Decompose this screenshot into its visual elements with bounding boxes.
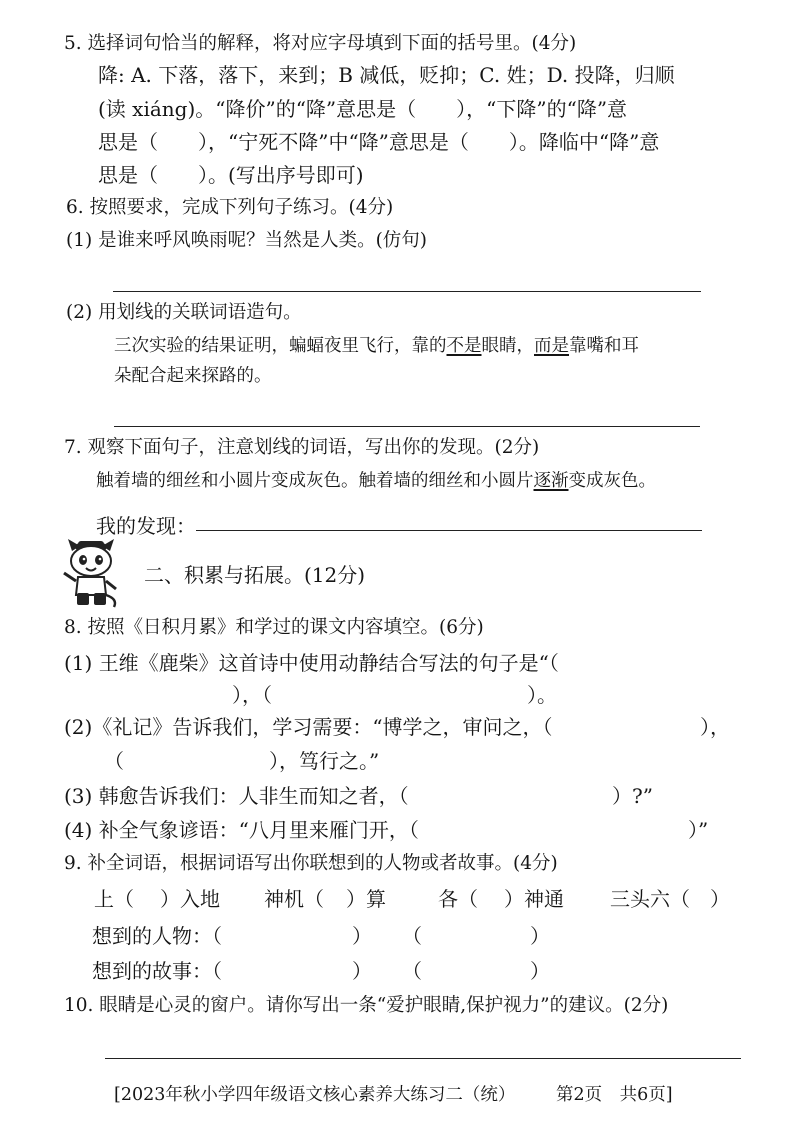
q8-item1-blank-a: ），（ bbox=[232, 683, 272, 707]
q8-item1-blank-b: ）。 bbox=[527, 683, 557, 707]
q9-word-3-end: ）神通 bbox=[504, 887, 564, 911]
q7-underlined-word: 逐渐 bbox=[533, 471, 569, 491]
footer-exam-title: [2023年秋小学四年级语文核心素养大练习二（统） bbox=[114, 1085, 516, 1105]
q7-answer-line[interactable] bbox=[196, 530, 702, 531]
q9-word-1-end: ）入地 bbox=[160, 887, 220, 911]
q9-stories-open-2: （ bbox=[402, 959, 422, 983]
q9-people-close-1: ） bbox=[352, 924, 372, 948]
q9-word-3-start: 各（ bbox=[438, 887, 478, 911]
q8-item1: (1) 王维《鹿柴》这首诗中使用动静结合写法的句子是“（ bbox=[64, 651, 559, 675]
q9-people-row bbox=[92, 924, 550, 948]
q6-sentence-b: 眼睛， bbox=[481, 336, 534, 356]
q8-item4: (4) 补全气象谚语：“八月里来雁门开，（ bbox=[64, 818, 419, 842]
footer-divider bbox=[105, 1058, 741, 1059]
q9-word-2 bbox=[264, 887, 386, 911]
q9-word-1 bbox=[94, 887, 220, 911]
cartoon-cat-mascot-icon bbox=[58, 537, 124, 609]
q9-word-2-end: ）算 bbox=[346, 887, 386, 911]
q8-item2-end: ）， bbox=[700, 715, 730, 739]
q7-my-finding-label: 我的发现： bbox=[96, 514, 196, 538]
q8-item1-blanks bbox=[232, 683, 557, 707]
q6-answer-line-2[interactable] bbox=[114, 426, 700, 427]
q5-line2: (读 xiáng)。“降价”的“降”意思是（ ），“下降”的“降”意 bbox=[98, 97, 628, 121]
q9-stories-close-1: ） bbox=[352, 959, 372, 983]
q9-stories-label: 想到的故事：（ bbox=[92, 959, 222, 983]
q9-word-2-start: 神机（ bbox=[264, 887, 324, 911]
q10-title: 10. 眼睛是心灵的窗户。请你写出一条“爱护眼睛,保护视力”的建议。(2分) bbox=[64, 995, 669, 1016]
q5-line1: 降: A. 下落，落下，来到；B 减低，贬抑；C. 姓；D. 投降，归顺 bbox=[98, 63, 675, 87]
q9-word-4-start: 三头六（ bbox=[610, 887, 690, 911]
q9-title: 9. 补全词语，根据词语写出你联想到的人物或者故事。(4分) bbox=[64, 853, 558, 874]
q9-stories-close-2: ） bbox=[530, 959, 550, 983]
q8-item2-line2 bbox=[104, 749, 379, 773]
q6-sentence-a: 三次实验的结果证明，蝙蝠夜里飞行，靠的 bbox=[114, 336, 447, 356]
q5-line4: 思是（ ）。(写出序号即可) bbox=[98, 163, 364, 187]
q7-sentence-a: 触着墙的细丝和小圆片变成灰色。触着墙的细丝和小圆片 bbox=[96, 471, 534, 491]
q8-item3-end: ）?” bbox=[612, 784, 653, 808]
q6-answer-line-1[interactable] bbox=[113, 291, 701, 292]
q5-title: 5. 选择词句恰当的解释，将对应字母填到下面的括号里。(4分) bbox=[64, 33, 577, 54]
q6-title: 6. 按照要求，完成下列句子练习。(4分) bbox=[66, 197, 394, 218]
q6-sentence-c: 靠嘴和耳 bbox=[569, 336, 639, 356]
footer-page-number: 第2页 共6页] bbox=[556, 1085, 673, 1105]
q5-line3: 思是（ ），“宁死不降”中“降”意思是（ ）。降临中“降”意 bbox=[98, 130, 660, 154]
q9-word-3 bbox=[438, 887, 564, 911]
q9-people-close-2: ） bbox=[530, 924, 550, 948]
q6-sentence-line2: 朵配合起来探路的。 bbox=[114, 366, 272, 386]
q8-item2: (2)《礼记》告诉我们，学习需要：“博学之，审问之，（ bbox=[64, 715, 553, 739]
q6-underlined-word-2: 而是 bbox=[534, 336, 569, 356]
q9-people-label: 想到的人物：（ bbox=[92, 924, 222, 948]
q9-word-4-end: ） bbox=[710, 887, 730, 911]
q8-item2-blank-open: （ bbox=[104, 749, 124, 773]
q8-item2-blank-close: ），笃行之。” bbox=[269, 749, 380, 773]
q9-stories-row bbox=[92, 959, 550, 983]
q9-word-4 bbox=[610, 887, 730, 911]
q8-item3: (3) 韩愈告诉我们：人非生而知之者，（ bbox=[64, 784, 409, 808]
q6-sentence bbox=[114, 334, 639, 358]
q9-word-1-start: 上（ bbox=[94, 887, 134, 911]
q7-sentence-b: 变成灰色。 bbox=[568, 471, 656, 491]
q8-title: 8. 按照《日积月累》和学过的课文内容填空。(6分) bbox=[64, 617, 484, 638]
q6-sub2: (2) 用划线的关联词语造句。 bbox=[66, 302, 302, 323]
q6-sub1: (1) 是谁来呼风唤雨呢？当然是人类。(仿句) bbox=[66, 230, 428, 251]
q7-sentence bbox=[96, 469, 656, 493]
q8-item4-end: ）” bbox=[688, 818, 709, 842]
q9-people-open-2: （ bbox=[402, 924, 422, 948]
q7-title: 7. 观察下面句子，注意划线的词语，写出你的发现。(2分) bbox=[64, 437, 540, 458]
q6-underlined-word-1: 不是 bbox=[446, 336, 482, 356]
section2-title: 二、积累与拓展。(12分) bbox=[144, 563, 366, 587]
